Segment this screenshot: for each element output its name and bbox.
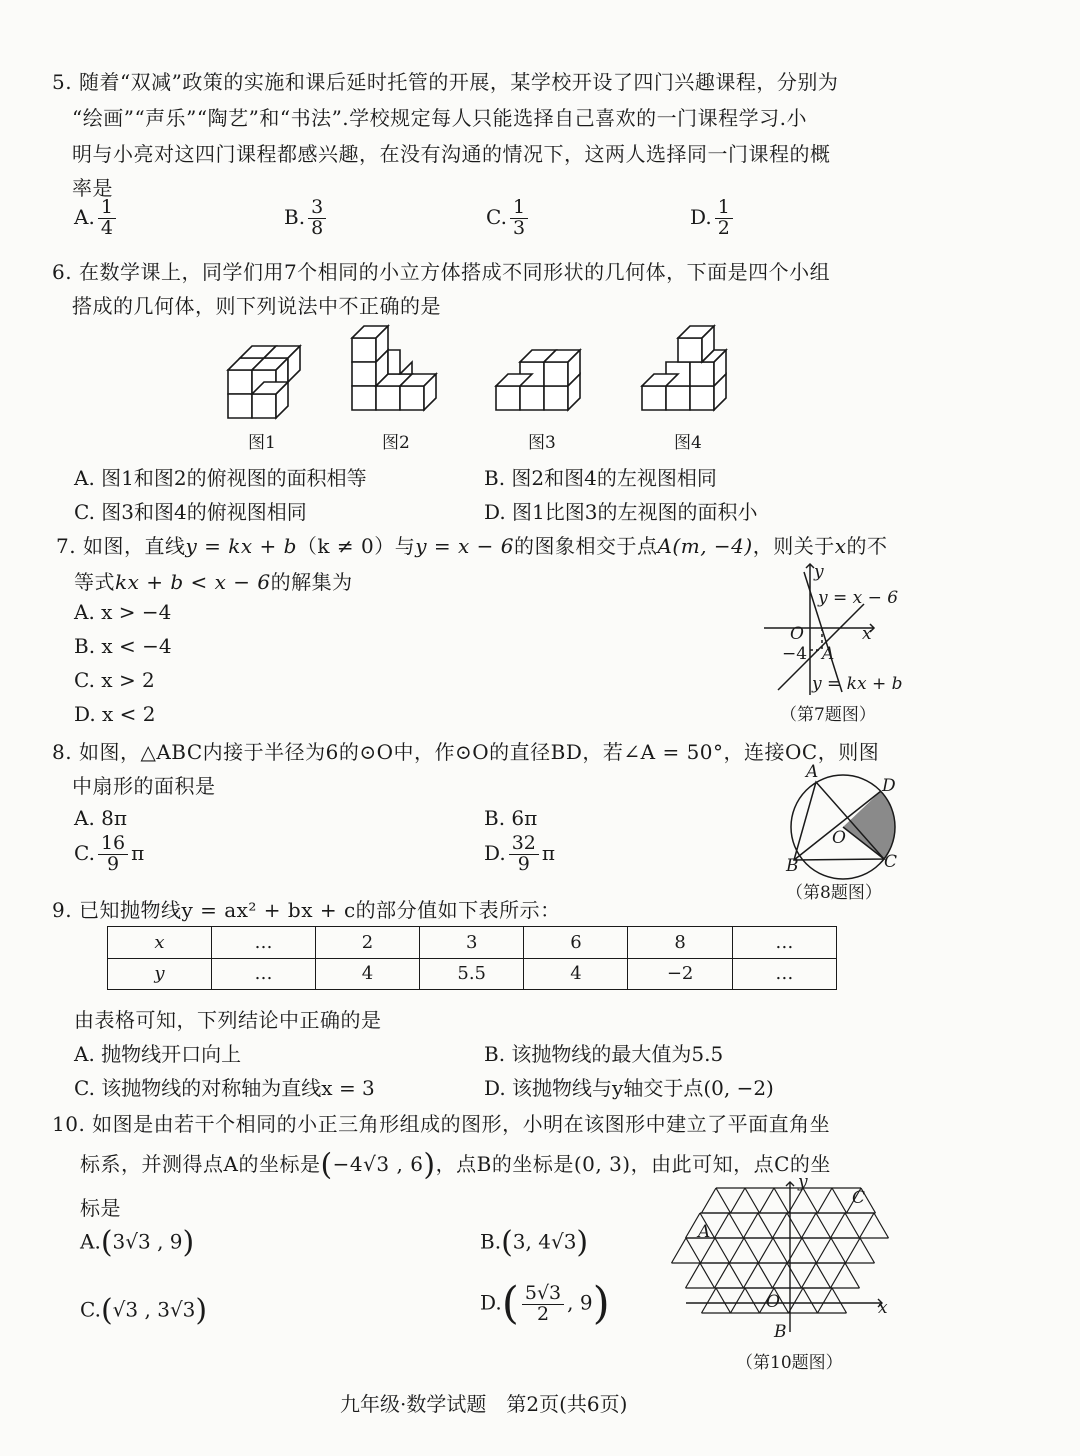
q10-grid-line — [731, 1188, 746, 1213]
q8-fig-b: B — [786, 856, 799, 876]
q7-option-b: B. x < −4 — [74, 634, 172, 658]
q10-line-3: 标是 — [80, 1196, 121, 1220]
q10-fig-x: x — [878, 1298, 888, 1318]
q7-option-d: D. x < 2 — [74, 702, 156, 726]
q9-option-d: D. 该抛物线与y轴交于点(0, −2) — [484, 1076, 774, 1100]
q10-grid-line — [730, 1238, 745, 1263]
q10-grid-line — [672, 1238, 687, 1263]
q7-line-1: 7. 如图，直线y = kx + b（k ≠ 0）与y = x − 6的图象相交于点A(m, −4)，则关于x的不 — [56, 534, 888, 558]
q9-value-table — [107, 926, 837, 990]
q10-grid-line — [874, 1213, 889, 1238]
q10-grid-line — [729, 1213, 744, 1238]
q9-table-cell: … — [732, 958, 836, 990]
q10-grid-line — [787, 1213, 802, 1238]
q10-grid-line — [802, 1238, 817, 1263]
q10-grid-line — [773, 1238, 788, 1263]
q8-option-d: D. $\frac{32}{9}$ π — [484, 832, 556, 875]
q10-grid-line — [816, 1213, 831, 1238]
q10-line-2: 标系，并测得点A的坐标是(−4√3 , 6)，点B的坐标是(0, 3)，由此可知，点C的坐 — [80, 1147, 831, 1183]
q10-fig-o: O — [766, 1292, 780, 1312]
q5-line-2: “绘画”“声乐”“陶艺”和“书法”.学校规定每人只能选择自己喜欢的一门课程学习.小 — [72, 106, 808, 130]
q6-figure-3 — [496, 350, 580, 410]
q10-grid-line — [686, 1263, 701, 1288]
q9-option-b: B. 该抛物线的最大值为5.5 — [484, 1042, 724, 1066]
q10-grid-line — [716, 1188, 731, 1213]
q6-option-d: D. 图1比图3的左视图的面积小 — [484, 500, 758, 524]
q6-cube-figures — [226, 308, 686, 428]
table-row — [108, 927, 837, 959]
q10-grid-line — [744, 1263, 759, 1288]
q10-grid-line — [860, 1238, 875, 1263]
q10-line-1: 10. 如图是由若干个相同的小正三角形组成的图形，小明在该图形中建立了平面直角坐 — [52, 1112, 831, 1136]
q9-table-cell: … — [211, 958, 315, 990]
q10-grid-line — [802, 1263, 817, 1288]
q10-grid-line — [832, 1288, 847, 1313]
table-row — [108, 958, 837, 990]
q10-grid-line — [700, 1263, 715, 1288]
q9-table-cell: y — [108, 958, 212, 990]
q8-line-2: 中扇形的面积是 — [72, 774, 216, 798]
q10-grid-line — [715, 1213, 730, 1238]
q10-grid-line — [816, 1263, 831, 1288]
q7-fig-line2-label: y = kx + b — [812, 674, 903, 694]
q7-fig-a: A — [822, 644, 835, 664]
q5-option-a: A. $\frac{1}{4}$ — [74, 198, 119, 239]
q10-grid-line — [715, 1263, 730, 1288]
q10-grid-line — [744, 1213, 759, 1238]
q8-fig-d: D — [882, 776, 896, 796]
q10-fig-a: A — [698, 1222, 711, 1242]
q9-table-cell: x — [108, 927, 212, 959]
q9-table-cell: 4 — [524, 958, 628, 990]
q6-option-c: C. 图3和图4的俯视图相同 — [74, 500, 307, 524]
q10-grid-line — [817, 1238, 832, 1263]
q8-fig-a: A — [806, 762, 819, 782]
q8-line-1: 8. 如图，△ABC内接于半径为6的⊙O中，作⊙O的直径BD，若∠A = 50°，连接OC，则图 — [52, 740, 880, 764]
q7-fig-neg4: −4 — [782, 644, 808, 664]
q9-table-cell: 8 — [628, 927, 732, 959]
q9-table-cell: 2 — [316, 927, 420, 959]
q5-line-1: 5. 随着“双减”政策的实施和课后延时托管的开展，某学校开设了四门兴趣课程，分别为 — [52, 70, 839, 94]
q9-table-cell: 4 — [316, 958, 420, 990]
q9-table-cell: … — [211, 927, 315, 959]
q10-grid-line — [846, 1238, 861, 1263]
q10-grid-line — [802, 1213, 817, 1238]
q9-table-cell: 5.5 — [419, 958, 524, 990]
q10-option-b: B.(3, 4√3) — [480, 1225, 589, 1260]
q10-fig-y: y — [798, 1172, 808, 1192]
q10-grid-line — [831, 1263, 846, 1288]
q8-fig-o: O — [832, 828, 846, 848]
q10-grid-line — [758, 1263, 773, 1288]
q10-grid-line — [831, 1238, 846, 1263]
q7-option-c: C. x > 2 — [74, 668, 155, 692]
q8-fig-caption: （第8题图） — [786, 883, 882, 903]
q10-grid-line — [803, 1288, 818, 1313]
q7-fig-line1-label: y = x − 6 — [818, 588, 899, 608]
q10-grid-line — [860, 1213, 875, 1238]
q5-option-c: C. $\frac{1}{3}$ — [486, 198, 531, 239]
q5-option-d: D. $\frac{1}{2}$ — [690, 198, 736, 239]
q10-grid-line — [773, 1263, 788, 1288]
q8-fig-c: C — [884, 852, 898, 872]
q9-table-cell: −2 — [628, 958, 732, 990]
q6-line-1: 6. 在数学课上，同学们用7个相同的小立方体搭成不同形状的几何体，下面是四个小组 — [52, 260, 831, 284]
q9-line-2: 由表格可知，下列结论中正确的是 — [74, 1008, 382, 1032]
q5-line-4: 率是 — [72, 176, 113, 200]
q10-grid-line — [773, 1213, 788, 1238]
q10-grid-line — [818, 1188, 833, 1213]
q10-grid-line — [715, 1238, 730, 1263]
q7-line-2: 等式kx + b < x − 6的解集为 — [74, 570, 353, 594]
q6-figure-4-label: 图4 — [674, 433, 702, 453]
q7-option-a: A. x > −4 — [74, 600, 172, 624]
q9-option-c: C. 该抛物线的对称轴为直线x = 3 — [74, 1076, 375, 1100]
q10-grid-line — [729, 1263, 744, 1288]
q9-option-a: A. 抛物线开口向上 — [74, 1042, 242, 1066]
q10-option-d: D.( $\frac{5√3}{2}$ , 9) — [480, 1278, 610, 1329]
q10-grid-line — [831, 1213, 846, 1238]
q10-grid-line — [758, 1213, 773, 1238]
q9-table-cell: … — [732, 927, 836, 959]
q7-fig-x: x — [862, 624, 872, 644]
q10-grid-line — [774, 1188, 789, 1213]
q10-grid-line — [745, 1188, 760, 1213]
q10-grid-line — [744, 1238, 759, 1263]
q10-grid-line — [702, 1288, 717, 1313]
q6-figure-1 — [228, 346, 300, 418]
q10-grid-line — [832, 1188, 847, 1213]
q6-option-b: B. 图2和图4的左视图相同 — [484, 466, 717, 490]
q6-option-a: A. 图1和图2的俯视图的面积相等 — [74, 466, 367, 490]
q10-option-c: C.(√3 , 3√3) — [80, 1293, 208, 1328]
q6-line-2: 搭成的几何体，则下列说法中不正确的是 — [72, 294, 441, 318]
q9-table-cell: 6 — [524, 927, 628, 959]
q8-option-a: A. 8π — [74, 806, 128, 830]
page-footer: 九年级·数学试题 第2页(共6页) — [340, 1392, 628, 1416]
q8-option-b: B. 6π — [484, 806, 538, 830]
q10-grid-line — [731, 1288, 746, 1313]
q10-fig-caption: （第10题图） — [736, 1353, 843, 1373]
q6-figure-2 — [352, 326, 436, 410]
q6-figure-1-label: 图1 — [248, 433, 276, 453]
q10-grid-line — [818, 1288, 833, 1313]
q8-option-c: C. $\frac{16}{9}$ π — [74, 832, 145, 875]
q10-grid-line — [845, 1263, 860, 1288]
q10-grid-line — [745, 1288, 760, 1313]
q10-grid-line — [845, 1213, 860, 1238]
q6-figure-3-label: 图3 — [528, 433, 556, 453]
q7-fig-y: y — [814, 562, 824, 582]
q10-grid-line — [702, 1188, 717, 1213]
q5-line-3: 明与小亮对这四门课程都感兴趣，在没有沟通的情况下，这两人选择同一门课程的概 — [72, 142, 831, 166]
q5-option-b: B. $\frac{3}{8}$ — [284, 198, 329, 239]
q10-fig-b: B — [774, 1322, 787, 1342]
q10-option-a: A.(3√3 , 9) — [80, 1225, 195, 1260]
q10-grid-line — [759, 1238, 774, 1263]
q9-line-1: 9. 已知抛物线y = ax² + bx + c的部分值如下表所示： — [52, 898, 561, 922]
q10-grid-line — [760, 1188, 775, 1213]
q10-grid-line — [787, 1263, 802, 1288]
q6-figure-4 — [642, 326, 726, 410]
q10-fig-c: C — [852, 1188, 866, 1208]
q6-figure-2-label: 图2 — [382, 433, 410, 453]
q9-table-cell: 3 — [419, 927, 524, 959]
q7-fig-caption: （第7题图） — [780, 705, 876, 725]
q10-grid-line — [716, 1288, 731, 1313]
q7-fig-o: O — [790, 624, 804, 644]
